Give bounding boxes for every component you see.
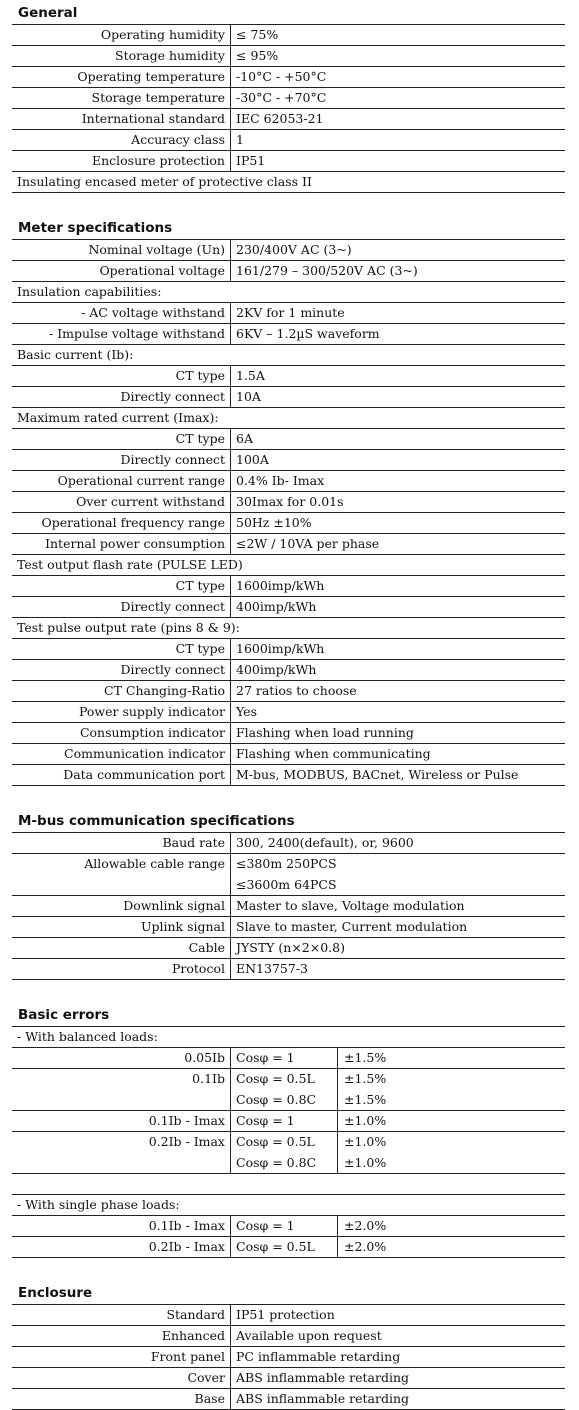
error-value: ±1.0%: [344, 1134, 387, 1149]
row-value: 10A: [236, 389, 261, 404]
power-factor: Cosφ = 0.8C: [231, 1153, 338, 1173]
spec-sheet: [12, 0, 565, 1410]
error-row: [12, 1090, 565, 1111]
table-row: [12, 450, 565, 471]
enclosure-section: [12, 1282, 565, 1410]
row-value: EN13757-3: [236, 961, 309, 976]
row-label: Enhanced: [12, 1326, 231, 1346]
row-label: Cover: [12, 1368, 231, 1388]
load-range: 0.1Ib - Imax: [12, 1216, 231, 1236]
row-value: ABS inflammable retarding: [236, 1370, 409, 1385]
row-label: Internal power consumption: [12, 534, 231, 554]
errors-section: [12, 1004, 565, 1258]
general-section: [12, 2, 565, 193]
power-factor: Cosφ = 1: [231, 1048, 338, 1068]
table-row: [12, 130, 565, 151]
table-row: [12, 1027, 565, 1048]
row-label: Operational frequency range: [12, 513, 231, 533]
row-label: Uplink signal: [12, 917, 231, 937]
row-value: ≤3600m 64PCS: [236, 877, 337, 892]
error-row: [12, 1237, 565, 1258]
table-row: [12, 67, 565, 88]
general-table: [12, 24, 565, 193]
table-row: [12, 387, 565, 408]
error-row: [12, 1216, 565, 1237]
table-row: [12, 324, 565, 345]
row-value: Yes: [236, 704, 257, 719]
row-value: 230/400V AC (3~): [236, 242, 352, 257]
row-value: 100A: [236, 452, 269, 467]
row-value: ≤ 95%: [236, 48, 279, 63]
load-range: 0.1Ib - Imax: [12, 1111, 231, 1131]
row-value: 50Hz ±10%: [236, 515, 312, 530]
row-group-label: - With balanced loads:: [17, 1029, 158, 1044]
load-range: 0.05Ib: [12, 1048, 231, 1068]
error-row: [12, 1132, 565, 1153]
row-label: Directly connect: [12, 597, 231, 617]
row-value: JYSTY (n×2×0.8): [236, 940, 345, 955]
power-factor: Cosφ = 1: [231, 1216, 338, 1236]
error-row: [12, 1111, 565, 1132]
row-value: Slave to master, Current modulation: [236, 919, 468, 934]
row-value: 2KV for 1 minute: [236, 305, 345, 320]
enclosure-table: [12, 1304, 565, 1410]
row-label: Nominal voltage (Un): [12, 240, 231, 260]
load-range: 0.2Ib - Imax: [12, 1237, 231, 1257]
row-value: ≤380m 250PCS: [236, 856, 337, 871]
power-factor: Cosφ = 1: [231, 1111, 338, 1131]
table-row: [12, 534, 565, 555]
table-row: [12, 282, 565, 303]
row-label: CT Changing-Ratio: [12, 681, 231, 701]
table-row: [12, 408, 565, 429]
row-value: -10°C - +50°C: [236, 69, 327, 84]
error-row: [12, 1153, 565, 1174]
table-row: [12, 576, 565, 597]
mbus-table: [12, 832, 565, 980]
row-value: IEC 62053-21: [236, 111, 324, 126]
table-row: [12, 723, 565, 744]
error-row: [12, 1048, 565, 1069]
row-value: Available upon request: [236, 1328, 382, 1343]
row-label: Front panel: [12, 1347, 231, 1367]
error-value: ±2.0%: [344, 1218, 387, 1233]
row-label: Consumption indicator: [12, 723, 231, 743]
table-row: [12, 1347, 565, 1368]
table-row: [12, 429, 565, 450]
row-value: 30Imax for 0.01s: [236, 494, 344, 509]
row-value: 300, 2400(default), or, 9600: [236, 835, 414, 850]
table-row: [12, 1389, 565, 1410]
row-group-label: Test output flash rate (PULSE LED): [17, 557, 243, 572]
row-label: CT type: [12, 576, 231, 596]
row-value: ≤2W / 10VA per phase: [236, 536, 380, 551]
table-row: [12, 492, 565, 513]
row-value: IP51 protection: [236, 1307, 335, 1322]
row-value: 400imp/kWh: [236, 599, 317, 614]
power-factor: Cosφ = 0.5L: [231, 1132, 338, 1153]
mbus-section: [12, 810, 565, 980]
table-row: [12, 555, 565, 576]
table-row: [12, 303, 565, 324]
row-label: Over current withstand: [12, 492, 231, 512]
row-label: Operational voltage: [12, 261, 231, 281]
table-row: [12, 833, 565, 854]
table-row: [12, 345, 565, 366]
row-label: CT type: [12, 366, 231, 386]
row-label: Power supply indicator: [12, 702, 231, 722]
row-value: 6KV – 1.2µS waveform: [236, 326, 380, 341]
table-row: [12, 261, 565, 282]
table-row: [12, 917, 565, 938]
row-label: Downlink signal: [12, 896, 231, 916]
row-label: - Impulse voltage withstand: [12, 324, 231, 344]
error-value: ±1.5%: [344, 1092, 387, 1107]
row-value: Master to slave, Voltage modulation: [236, 898, 465, 913]
row-group-label: - With single phase loads:: [17, 1197, 180, 1212]
row-value: 1: [236, 132, 244, 147]
row-label: Accuracy class: [12, 130, 231, 150]
table-row: [12, 366, 565, 387]
row-group-label: Insulating encased meter of protective class II: [17, 174, 312, 189]
table-row: [12, 109, 565, 130]
table-row: [12, 938, 565, 959]
row-label: International standard: [12, 109, 231, 129]
row-value: PC inflammable retarding: [236, 1349, 401, 1364]
table-row: [12, 471, 565, 492]
table-row: [12, 513, 565, 534]
row-value: M-bus, MODBUS, BACnet, Wireless or Pulse: [236, 767, 519, 782]
spacer-row: [12, 1174, 565, 1195]
row-label: Communication indicator: [12, 744, 231, 764]
row-group-label: Basic current (Ib):: [17, 347, 134, 362]
row-value: 6A: [236, 431, 253, 446]
table-row: [12, 25, 565, 46]
table-row: [12, 639, 565, 660]
row-label: [12, 875, 231, 895]
table-row: [12, 172, 565, 193]
row-value: 400imp/kWh: [236, 662, 317, 677]
error-value: ±1.5%: [344, 1050, 387, 1065]
error-value: ±1.0%: [344, 1113, 387, 1128]
table-row: [12, 875, 565, 896]
table-row: [12, 660, 565, 681]
power-factor: Cosφ = 0.8C: [231, 1090, 338, 1110]
row-value: -30°C - +70°C: [236, 90, 327, 105]
section-title: General: [18, 5, 78, 21]
section-title: Basic errors: [18, 1007, 110, 1023]
row-value: 1600imp/kWh: [236, 641, 325, 656]
section-title: M-bus communication specifications: [18, 813, 295, 829]
row-value: ≤ 75%: [236, 27, 279, 42]
row-label: Storage temperature: [12, 88, 231, 108]
row-label: CT type: [12, 429, 231, 449]
table-row: [12, 46, 565, 67]
table-row: [12, 702, 565, 723]
table-row: [12, 765, 565, 786]
row-value: 1600imp/kWh: [236, 578, 325, 593]
row-label: Cable: [12, 938, 231, 958]
meter-table: [12, 239, 565, 786]
table-row: [12, 1368, 565, 1389]
error-value: ±2.0%: [344, 1239, 387, 1254]
row-group-label: Maximum rated current (Imax):: [17, 410, 219, 425]
row-value: 1.5A: [236, 368, 265, 383]
row-group-label: Insulation capabilities:: [17, 284, 162, 299]
load-range: 0.1Ib: [12, 1069, 231, 1090]
row-value: Flashing when load running: [236, 725, 414, 740]
table-row: [12, 896, 565, 917]
row-label: Operating humidity: [12, 25, 231, 45]
row-value: 161/279 – 300/520V AC (3~): [236, 263, 418, 278]
row-label: Enclosure protection: [12, 151, 231, 171]
row-value: 0.4% Ib- Imax: [236, 473, 325, 488]
load-range: [12, 1153, 231, 1173]
table-row: [12, 1195, 565, 1216]
row-label: Baud rate: [12, 833, 231, 853]
row-label: Operating temperature: [12, 67, 231, 87]
table-row: [12, 1305, 565, 1326]
row-value: ABS inflammable retarding: [236, 1391, 409, 1406]
table-row: [12, 240, 565, 261]
row-label: Base: [12, 1389, 231, 1409]
error-value: ±1.0%: [344, 1155, 387, 1170]
row-label: Allowable cable range: [12, 854, 231, 875]
row-label: Directly connect: [12, 387, 231, 407]
row-label: Directly connect: [12, 450, 231, 470]
section-title: Meter specifications: [18, 220, 173, 236]
load-range: 0.2Ib - Imax: [12, 1132, 231, 1153]
section-title: Enclosure: [18, 1285, 93, 1301]
table-row: [12, 744, 565, 765]
error-value: ±1.5%: [344, 1071, 387, 1086]
row-label: Storage humidity: [12, 46, 231, 66]
table-row: [12, 959, 565, 980]
row-label: Operational current range: [12, 471, 231, 491]
meter-section: [12, 217, 565, 786]
row-label: - AC voltage withstand: [12, 303, 231, 323]
error-row: [12, 1069, 565, 1090]
row-label: Data communication port: [12, 765, 231, 785]
row-value: Flashing when communicating: [236, 746, 431, 761]
row-value: IP51: [236, 153, 266, 168]
row-group-label: Test pulse output rate (pins 8 & 9):: [17, 620, 240, 635]
table-row: [12, 618, 565, 639]
row-label: CT type: [12, 639, 231, 659]
errors-table: [12, 1026, 565, 1258]
row-label: Protocol: [12, 959, 231, 979]
power-factor: Cosφ = 0.5L: [231, 1069, 338, 1090]
table-row: [12, 854, 565, 875]
table-row: [12, 681, 565, 702]
row-label: Directly connect: [12, 660, 231, 680]
table-row: [12, 597, 565, 618]
table-row: [12, 151, 565, 172]
row-value: 27 ratios to choose: [236, 683, 357, 698]
table-row: [12, 88, 565, 109]
row-label: Standard: [12, 1305, 231, 1325]
table-row: [12, 1326, 565, 1347]
power-factor: Cosφ = 0.5L: [231, 1237, 338, 1257]
load-range: [12, 1090, 231, 1110]
